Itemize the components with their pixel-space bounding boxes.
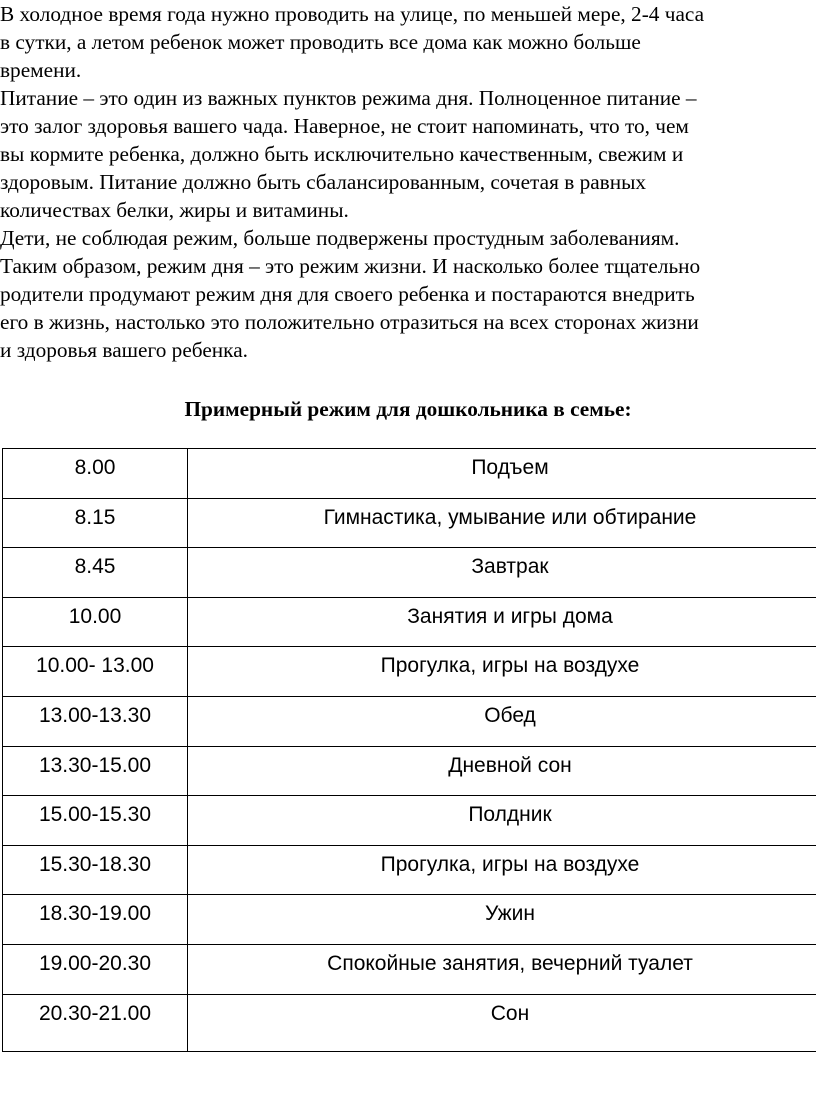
text-line: в сутки, а летом ребенок может проводить все дома как можно больше: [0, 30, 641, 54]
activity-text: Дневной сон: [448, 753, 572, 777]
activity-text: Обед: [484, 703, 536, 727]
schedule-heading: Примерный режим для дошкольника в семье:: [184, 397, 632, 421]
activity-text: Прогулка, игры на воздухе: [380, 654, 640, 678]
time-cell: [3, 845, 188, 895]
time-cell: [3, 796, 188, 846]
time-cell: [3, 647, 188, 697]
time-cell: [3, 597, 188, 647]
time-text: 10.00: [68, 604, 122, 628]
time-text: 8.45: [74, 555, 116, 579]
table-row: [3, 548, 816, 598]
text-line: Дети, не соблюдая режим, больше подвержены простудным заболеваниям.: [0, 226, 680, 250]
table-row: [3, 994, 816, 1051]
text-line: вы кормите ребенка, должно быть исключительно качественным, свежим и: [0, 142, 684, 166]
time-text: 19.00-20.30: [38, 951, 152, 975]
time-text: 15.00-15.30: [38, 803, 152, 827]
time-text: 15.30-18.30: [38, 852, 152, 876]
time-cell: [3, 696, 188, 746]
table-row: [3, 796, 816, 846]
table-row: [3, 647, 816, 697]
time-text: 20.30-21.00: [38, 1001, 152, 1025]
text-line: В холодное время года нужно проводить на улице, по меньшей мере, 2-4 часа: [0, 2, 705, 26]
activity-cell: [188, 796, 816, 846]
table-row: [3, 597, 816, 647]
activity-cell: [188, 696, 816, 746]
activity-cell: [188, 647, 816, 697]
text-line: родители продумают режим дня для своего ребенка и постараются внедрить: [0, 282, 695, 306]
text-line: его в жизнь, настолько это положительно отразиться на всех сторонах жизни: [0, 310, 699, 334]
activity-cell: [188, 548, 816, 598]
time-cell: [3, 746, 188, 796]
text-line: времени.: [0, 58, 82, 82]
activity-text: Подъем: [471, 456, 549, 479]
time-cell: [3, 449, 188, 499]
activity-cell: [188, 498, 816, 548]
table-row: [3, 895, 816, 945]
time-cell: [3, 895, 188, 945]
activity-text: Сон: [490, 1001, 530, 1025]
time-cell: [3, 994, 188, 1051]
activity-cell: [188, 449, 816, 499]
table-row: [3, 944, 816, 994]
activity-cell: [188, 597, 816, 647]
schedule-table: [2, 448, 816, 1052]
time-text: 18.30-19.00: [38, 902, 152, 926]
activity-text: Спокойные занятия, вечерний туалет: [327, 951, 693, 975]
text-line: Питание – это один из важных пунктов режима дня. Полноценное питание –: [0, 86, 697, 110]
table-row: [3, 449, 816, 499]
activity-cell: [188, 994, 816, 1051]
text-line: количествах белки, жиры и витамины.: [0, 198, 349, 222]
time-text: 13.00-13.30: [38, 703, 152, 727]
time-cell: [3, 498, 188, 548]
time-text: 8.00: [74, 456, 116, 479]
activity-text: Ужин: [484, 902, 536, 926]
body-text: [0, 0, 816, 364]
text-line: здоровым. Питание должно быть сбалансированным, сочетая в равных: [0, 170, 647, 194]
activity-cell: [188, 845, 816, 895]
activity-cell: [188, 895, 816, 945]
table-row: [3, 498, 816, 548]
text-line: Таким образом, режим дня – это режим жизни. И насколько более тщательно: [0, 254, 701, 278]
table-row: [3, 845, 816, 895]
activity-text: Полдник: [468, 803, 552, 827]
time-cell: [3, 548, 188, 598]
activity-cell: [188, 944, 816, 994]
activity-text: Прогулка, игры на воздухе: [380, 852, 640, 876]
table-row: [3, 746, 816, 796]
activity-text: Гимнастика, умывание или обтирание: [323, 505, 697, 529]
time-text: 10.00- 13.00: [36, 654, 154, 678]
text-line: и здоровья вашего ребенка.: [0, 338, 248, 362]
activity-text: Занятия и игры дома: [407, 604, 613, 628]
text-line: это залог здоровья вашего чада. Наверное, не стоит напоминать, что то, чем: [0, 114, 689, 138]
time-text: 8.15: [74, 505, 116, 529]
table-row: [3, 696, 816, 746]
time-text: 13.30-15.00: [38, 753, 152, 777]
time-cell: [3, 944, 188, 994]
activity-cell: [188, 746, 816, 796]
activity-text: Завтрак: [471, 555, 549, 579]
